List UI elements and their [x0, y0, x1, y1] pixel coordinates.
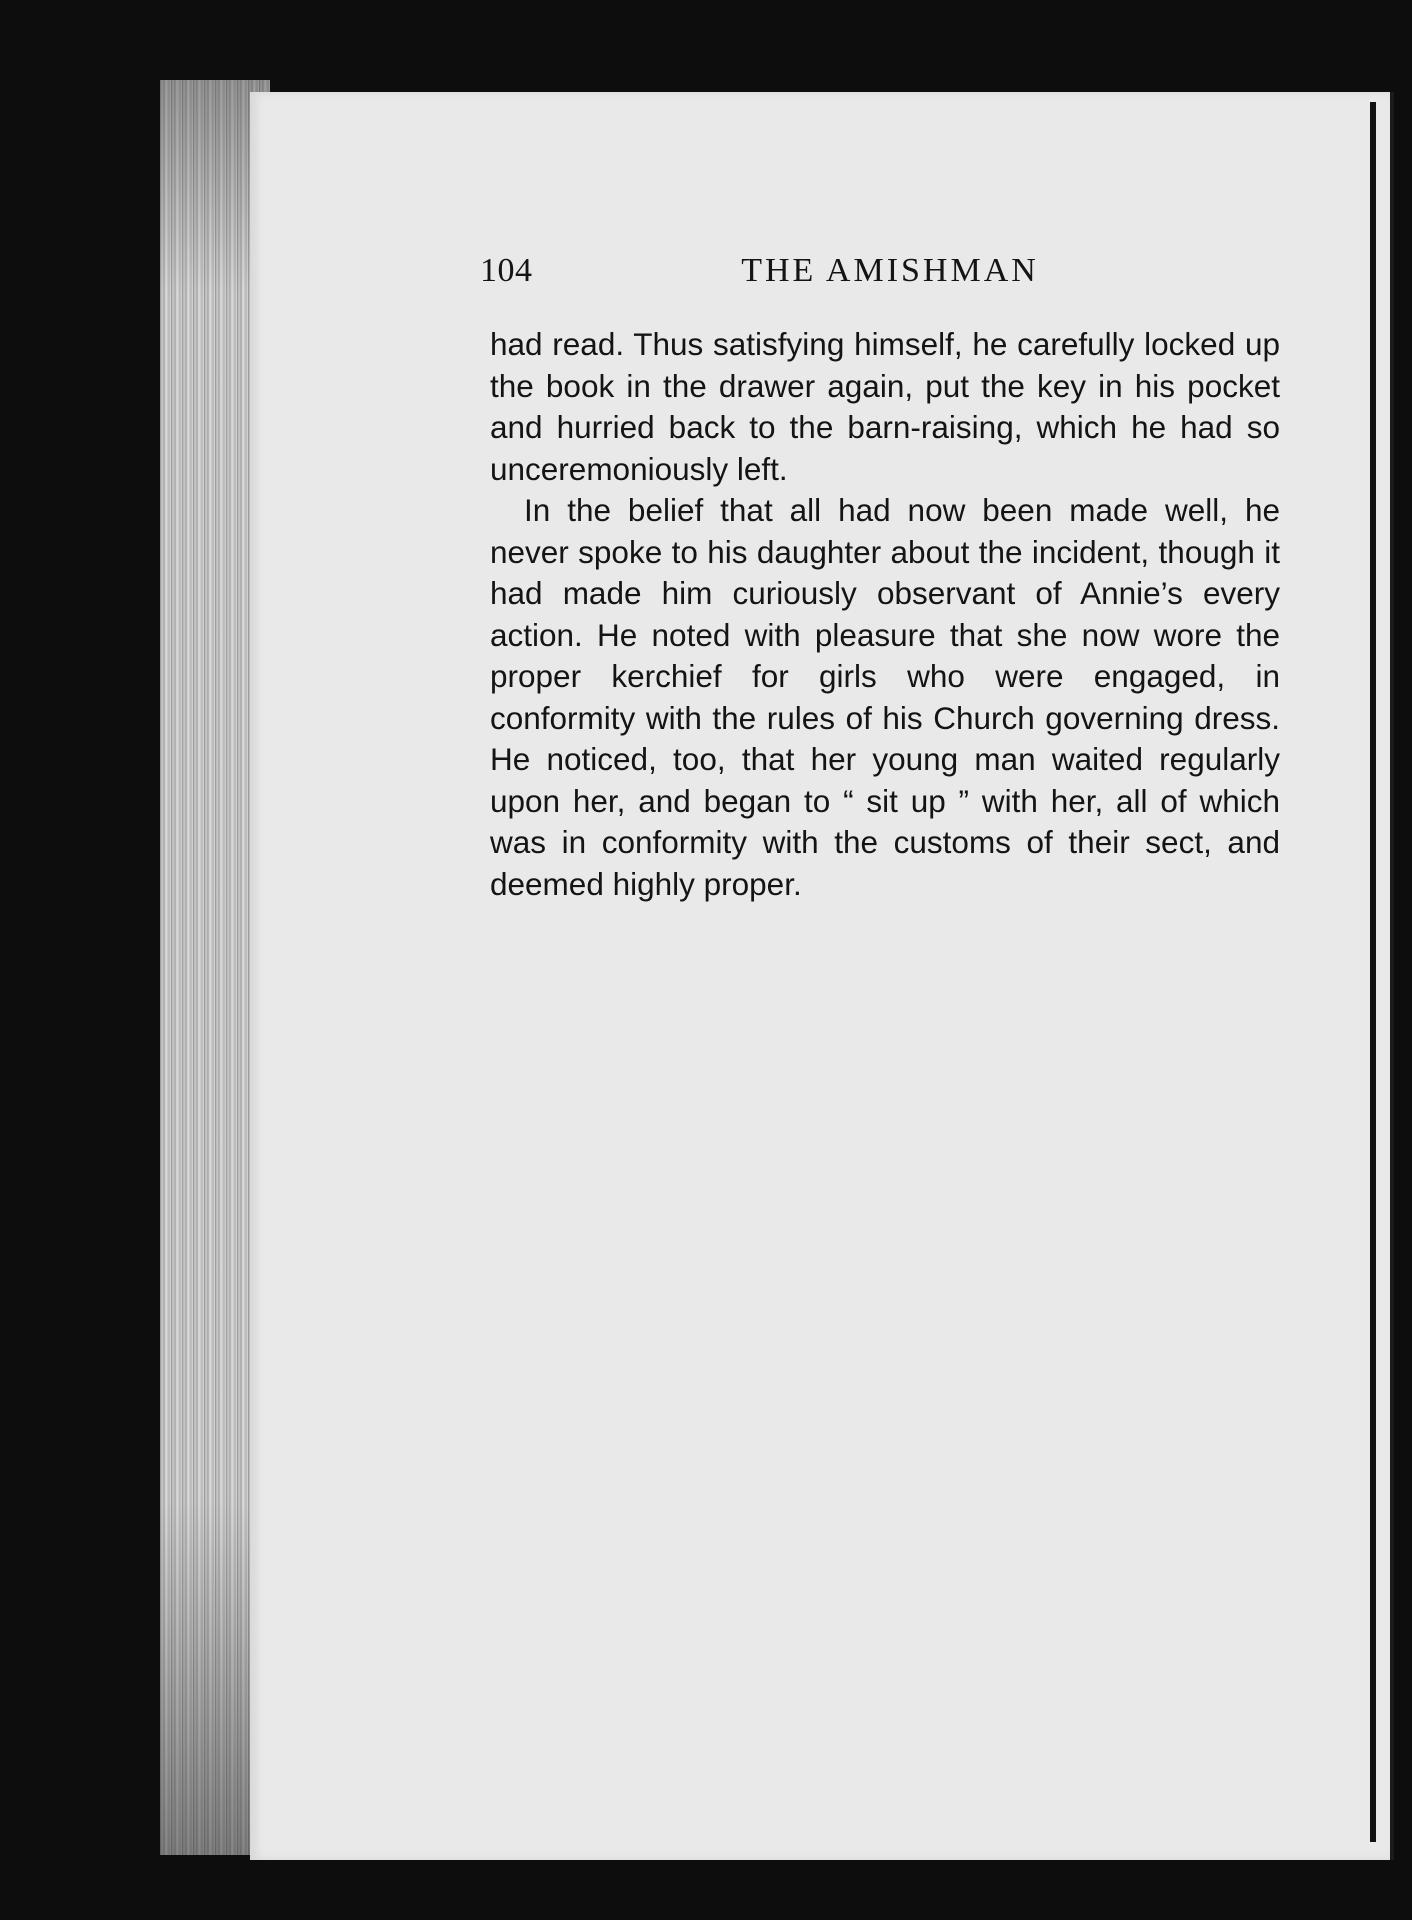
running-head: [480, 252, 1300, 302]
running-title: THE AMISHMAN: [741, 252, 1039, 289]
body-text: [490, 324, 1280, 905]
paragraph-1: had read. Thus satisfying himself, he carefully locked up the book in the drawer again, put the key in his pocket and hurried back to the barn-raising, which he had so unceremoniously left.: [490, 326, 1280, 487]
page-gutter-shadow: [1370, 102, 1376, 1842]
paragraph-2: In the belief that all had now been made well, he never spoke to his daughter about the incident, though it had made him curiously observant of Annie’s every action. He noted with pleasure that she now wore the proper kerchief for girls who were engaged, in conformity with the rules of his Church governing dress. He noticed, too, that her young man waited regularly upon her, and began to “ sit up ” with her, all of which was in conformity with the customs of their sect, and deemed highly proper.: [490, 492, 1280, 902]
book-page: [250, 92, 1394, 1860]
page-number: 104: [480, 252, 533, 289]
